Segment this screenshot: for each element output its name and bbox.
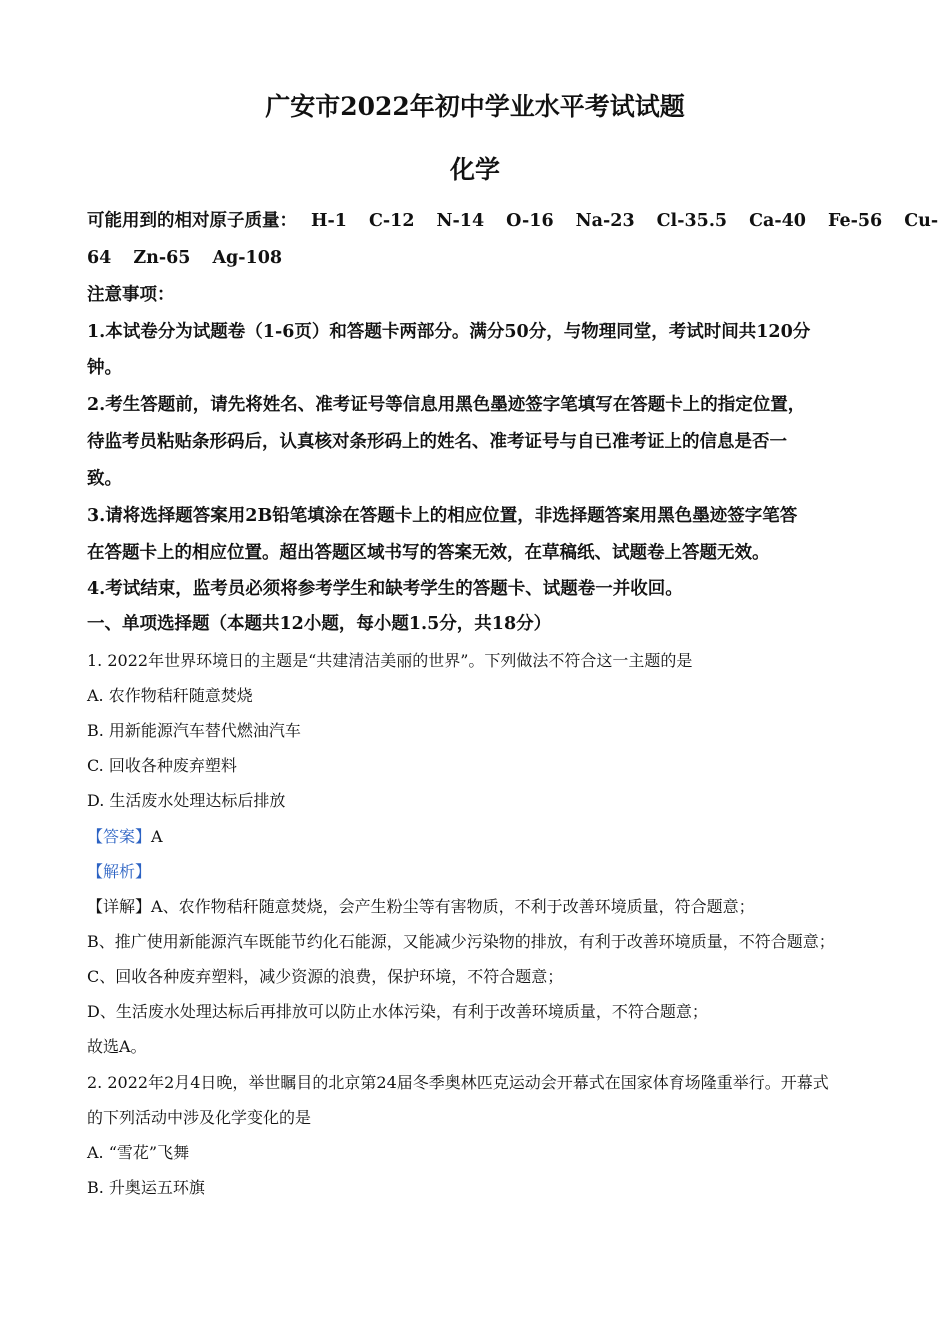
- atomic-mass-line-2: [87, 247, 867, 269]
- atomic-mass-item: Cl-35.5: [656, 211, 728, 231]
- atomic-mass-item: O-16: [506, 211, 554, 231]
- subject-title: 化学: [449, 155, 500, 184]
- atomic-mass-item: N-14: [436, 211, 485, 231]
- detail-line-b: B、推广使用新能源汽车既能节约化石能源，又能减少污染物的排放，有利于改善环境质量，不符合题意；: [87, 932, 835, 951]
- atomic-mass-item: Ag-108: [212, 248, 283, 268]
- detail-line-d: D、生活废水处理达标后再排放可以防止水体污染，有利于改善环境质量，不符合题意；: [87, 1002, 708, 1021]
- note-2-end: 致。: [87, 469, 122, 489]
- answer-value: A: [151, 827, 163, 846]
- question-2-option-a: A. “雪花”飞舞: [87, 1143, 190, 1162]
- atomic-mass-item: Ca-40: [749, 211, 806, 231]
- atomic-mass-item: H-1: [311, 211, 347, 231]
- note-1: 1.本试卷分为试题卷（1-6页）和答题卡两部分。满分50分，与物理同堂，考试时间共120分: [87, 322, 811, 342]
- answer-label: 【答案】: [87, 827, 152, 846]
- atomic-mass-item: 64: [87, 248, 112, 268]
- atomic-mass-item: C-12: [368, 211, 415, 231]
- analysis-label: 【解析】: [87, 862, 152, 881]
- question-1-option-a: A. 农作物秸秆随意焚烧: [87, 686, 253, 705]
- question-1-option-c: C. 回收各种废弃塑料: [87, 756, 237, 775]
- question-2-option-b: B. 升奥运五环旗: [87, 1178, 205, 1197]
- section-heading: 一、单项选择题（本题共12小题，每小题1.5分，共18分）: [87, 614, 552, 634]
- question-1-stem: 1. 2022年世界环境日的主题是“共建清洁美丽的世界”。下列做法不符合这一主题的是: [87, 651, 693, 670]
- atomic-mass-line-1: [87, 210, 939, 232]
- detail-line-c: C、回收各种废弃塑料，减少资源的浪费，保护环境，不符合题意；: [87, 967, 564, 986]
- atomic-mass-item: Cu-: [904, 211, 939, 231]
- detail-label: 【详解】: [87, 897, 152, 916]
- note-2-cont: 待监考员粘贴条形码后，认真核对条形码上的姓名、准考证号与自已准考证上的信息是否一: [87, 432, 787, 452]
- conclusion: 故选A。: [87, 1037, 147, 1056]
- atomic-mass-item: Na-23: [575, 211, 635, 231]
- question-1-option-b: B. 用新能源汽车替代燃油汽车: [87, 721, 301, 740]
- detail-text-a: A、农作物秸秆随意焚烧，会产生粉尘等有害物质，不利于改善环境质量，符合题意；: [151, 897, 755, 916]
- exam-title: 广安市2022年初中学业水平考试试题: [265, 92, 685, 121]
- detail-line-a: [87, 896, 867, 918]
- note-2: 2.考生答题前，请先将姓名、准考证号等信息用黑色墨迹签字笔填写在答题卡上的指定位置，: [87, 395, 806, 415]
- notes-heading: 注意事项：: [87, 285, 175, 305]
- note-1-cont: 钟。: [87, 358, 122, 378]
- atomic-mass-prefix: 可能用到的相对原子质量：: [87, 211, 297, 231]
- answer-line: [87, 826, 867, 848]
- note-3: 3.请将选择题答案用2B铅笔填涂在答题卡上的相应位置，非选择题答案用黑色墨迹签字笔答: [87, 506, 798, 526]
- atomic-mass-item: Zn-65: [133, 248, 191, 268]
- note-4: 4.考试结束，监考员必须将参考学生和缺考学生的答题卡、试题卷一并收回。: [87, 579, 683, 599]
- question-1-option-d: D. 生活废水处理达标后排放: [87, 791, 286, 810]
- question-2-stem-cont: 的下列活动中涉及化学变化的是: [87, 1108, 312, 1127]
- question-2-stem: 2. 2022年2月4日晚，举世瞩目的北京第24届冬季奥林匹克运动会开幕式在国家体育场隆重举行。开幕式: [87, 1073, 829, 1092]
- note-3-cont: 在答题卡上的相应位置。超出答题区域书写的答案无效，在草稿纸、试题卷上答题无效。: [87, 543, 770, 563]
- atomic-mass-item: Fe-56: [827, 211, 883, 231]
